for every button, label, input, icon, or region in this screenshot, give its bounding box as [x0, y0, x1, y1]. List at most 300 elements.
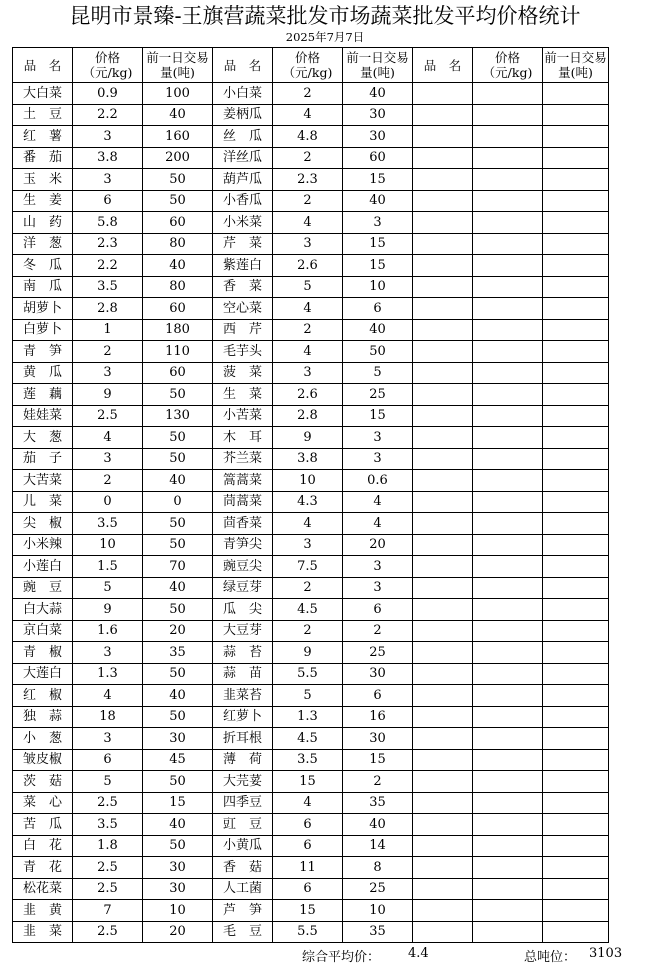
item-name: 娃娃菜 — [13, 405, 73, 427]
table-row — [13, 147, 609, 169]
item-volume: 25 — [343, 384, 413, 406]
item-name: 菠 菜 — [213, 362, 273, 384]
item-volume: 60 — [343, 147, 413, 169]
item-price: 4.5 — [273, 728, 343, 750]
item-price: 1 — [73, 319, 143, 341]
empty-cell — [543, 341, 609, 363]
item-name: 毛芋头 — [213, 341, 273, 363]
empty-cell — [473, 104, 543, 126]
empty-cell — [473, 276, 543, 298]
item-price: 2 — [73, 341, 143, 363]
empty-cell — [413, 448, 473, 470]
item-volume: 25 — [343, 642, 413, 664]
item-name: 香 菜 — [213, 276, 273, 298]
item-volume: 20 — [143, 620, 213, 642]
item-price: 9 — [273, 427, 343, 449]
item-price: 1.3 — [273, 706, 343, 728]
item-price: 2 — [273, 147, 343, 169]
empty-cell — [543, 126, 609, 148]
item-price: 3 — [273, 362, 343, 384]
item-price: 4 — [273, 104, 343, 126]
item-name: 皱皮椒 — [13, 749, 73, 771]
table-row — [13, 276, 609, 298]
item-price: 1.5 — [73, 556, 143, 578]
item-name: 小米辣 — [13, 534, 73, 556]
empty-cell — [413, 491, 473, 513]
item-volume: 10 — [143, 900, 213, 922]
item-volume: 80 — [143, 233, 213, 255]
empty-cell — [543, 276, 609, 298]
avg-price-value: 4.4 — [408, 946, 429, 961]
empty-cell — [413, 878, 473, 900]
empty-cell — [413, 362, 473, 384]
empty-cell — [543, 405, 609, 427]
item-price: 6 — [273, 878, 343, 900]
item-name: 薄 荷 — [213, 749, 273, 771]
header-name: 品 名 — [213, 48, 273, 83]
empty-cell — [543, 190, 609, 212]
table-row — [13, 556, 609, 578]
item-name: 洋丝瓜 — [213, 147, 273, 169]
table-row — [13, 298, 609, 320]
table-row — [13, 814, 609, 836]
table-row — [13, 427, 609, 449]
item-name: 芥兰菜 — [213, 448, 273, 470]
item-name: 生 姜 — [13, 190, 73, 212]
empty-cell — [543, 728, 609, 750]
table-header-row — [13, 48, 609, 83]
item-price: 5 — [73, 771, 143, 793]
item-price: 9 — [273, 642, 343, 664]
empty-cell — [473, 126, 543, 148]
item-volume: 40 — [143, 104, 213, 126]
item-name: 篙蒿菜 — [213, 470, 273, 492]
item-volume: 60 — [143, 362, 213, 384]
item-price: 4.5 — [273, 599, 343, 621]
item-name: 西 芹 — [213, 319, 273, 341]
header-name: 品 名 — [13, 48, 73, 83]
item-price: 18 — [73, 706, 143, 728]
header-volume: 前一日交易量(吨) — [543, 48, 609, 83]
table-row — [13, 577, 609, 599]
item-volume: 50 — [143, 534, 213, 556]
item-name: 小黄瓜 — [213, 835, 273, 857]
item-price: 4 — [273, 341, 343, 363]
item-volume: 40 — [343, 190, 413, 212]
item-price: 2 — [273, 620, 343, 642]
item-name: 茼蒿菜 — [213, 491, 273, 513]
item-volume: 10 — [343, 276, 413, 298]
empty-cell — [473, 556, 543, 578]
item-price: 1.8 — [73, 835, 143, 857]
empty-cell — [473, 706, 543, 728]
item-volume: 180 — [143, 319, 213, 341]
item-volume: 40 — [143, 255, 213, 277]
item-volume: 30 — [143, 728, 213, 750]
item-name: 独 蒜 — [13, 706, 73, 728]
item-volume: 60 — [143, 298, 213, 320]
item-volume: 50 — [143, 706, 213, 728]
item-name: 黄 瓜 — [13, 362, 73, 384]
empty-cell — [413, 728, 473, 750]
item-volume: 70 — [143, 556, 213, 578]
table-row — [13, 749, 609, 771]
item-name: 大苦菜 — [13, 470, 73, 492]
table-row — [13, 921, 609, 943]
empty-cell — [543, 104, 609, 126]
item-price: 2.3 — [273, 169, 343, 191]
item-price: 3.8 — [273, 448, 343, 470]
item-volume: 20 — [343, 534, 413, 556]
item-volume: 14 — [343, 835, 413, 857]
empty-cell — [473, 448, 543, 470]
empty-cell — [473, 470, 543, 492]
item-name: 芦 笋 — [213, 900, 273, 922]
item-price: 2.8 — [273, 405, 343, 427]
empty-cell — [413, 405, 473, 427]
item-name: 大 葱 — [13, 427, 73, 449]
empty-cell — [543, 878, 609, 900]
empty-cell — [543, 448, 609, 470]
item-volume: 40 — [143, 814, 213, 836]
empty-cell — [413, 470, 473, 492]
item-volume: 160 — [143, 126, 213, 148]
item-volume: 3 — [343, 448, 413, 470]
item-volume: 45 — [143, 749, 213, 771]
item-price: 4.3 — [273, 491, 343, 513]
item-volume: 6 — [343, 685, 413, 707]
empty-cell — [473, 362, 543, 384]
empty-cell — [543, 212, 609, 234]
item-price: 2.6 — [273, 384, 343, 406]
empty-cell — [543, 749, 609, 771]
empty-cell — [413, 900, 473, 922]
table-row — [13, 190, 609, 212]
item-price: 4 — [273, 298, 343, 320]
empty-cell — [473, 147, 543, 169]
item-name: 豇 豆 — [213, 814, 273, 836]
empty-cell — [473, 190, 543, 212]
item-name: 玉 米 — [13, 169, 73, 191]
item-volume: 3 — [343, 556, 413, 578]
table-row — [13, 362, 609, 384]
table-row — [13, 212, 609, 234]
empty-cell — [543, 298, 609, 320]
item-price: 6 — [273, 835, 343, 857]
empty-cell — [473, 169, 543, 191]
item-name: 山 药 — [13, 212, 73, 234]
item-price: 4.8 — [273, 126, 343, 148]
empty-cell — [473, 921, 543, 943]
empty-cell — [543, 771, 609, 793]
item-price: 5.5 — [273, 921, 343, 943]
empty-cell — [413, 599, 473, 621]
item-price: 0.9 — [73, 83, 143, 105]
item-volume: 0.6 — [343, 470, 413, 492]
item-volume: 80 — [143, 276, 213, 298]
item-price: 5.5 — [273, 663, 343, 685]
header-name: 品 名 — [413, 48, 473, 83]
empty-cell — [473, 212, 543, 234]
table-row — [13, 448, 609, 470]
empty-cell — [413, 642, 473, 664]
item-price: 3.5 — [273, 749, 343, 771]
table-row — [13, 384, 609, 406]
empty-cell — [543, 83, 609, 105]
item-name: 青 椒 — [13, 642, 73, 664]
empty-cell — [473, 534, 543, 556]
summary-footer — [0, 946, 650, 964]
empty-cell — [413, 857, 473, 879]
item-name: 尖 椒 — [13, 513, 73, 535]
table-row — [13, 470, 609, 492]
item-name: 四季豆 — [213, 792, 273, 814]
item-name: 红萝卜 — [213, 706, 273, 728]
item-volume: 4 — [343, 491, 413, 513]
item-volume: 2 — [343, 771, 413, 793]
empty-cell — [543, 384, 609, 406]
price-table — [12, 47, 609, 943]
item-name: 韭 黄 — [13, 900, 73, 922]
empty-cell — [543, 577, 609, 599]
item-volume: 35 — [143, 642, 213, 664]
item-volume: 200 — [143, 147, 213, 169]
item-price: 3 — [73, 362, 143, 384]
item-name: 人工菌 — [213, 878, 273, 900]
item-name: 生 菜 — [213, 384, 273, 406]
item-price: 2.2 — [73, 255, 143, 277]
empty-cell — [543, 470, 609, 492]
empty-cell — [413, 212, 473, 234]
table-row — [13, 233, 609, 255]
table-row — [13, 878, 609, 900]
item-price: 3 — [73, 728, 143, 750]
item-name: 韭菜苔 — [213, 685, 273, 707]
item-volume: 35 — [343, 921, 413, 943]
total-tonnage-value: 3103 — [589, 946, 623, 961]
item-volume: 40 — [143, 685, 213, 707]
item-name: 小莲白 — [13, 556, 73, 578]
item-price: 2 — [73, 470, 143, 492]
table-row — [13, 405, 609, 427]
empty-cell — [473, 577, 543, 599]
item-volume: 35 — [343, 792, 413, 814]
item-name: 小 葱 — [13, 728, 73, 750]
empty-cell — [543, 620, 609, 642]
empty-cell — [413, 706, 473, 728]
header-volume: 前一日交易量(吨) — [143, 48, 213, 83]
item-volume: 30 — [143, 857, 213, 879]
table-row — [13, 599, 609, 621]
item-name: 红 薯 — [13, 126, 73, 148]
item-volume: 15 — [343, 233, 413, 255]
item-name: 香 菇 — [213, 857, 273, 879]
empty-cell — [473, 255, 543, 277]
table-row — [13, 900, 609, 922]
item-name: 洋 葱 — [13, 233, 73, 255]
item-volume: 40 — [143, 470, 213, 492]
empty-cell — [413, 835, 473, 857]
item-volume: 10 — [343, 900, 413, 922]
item-volume: 15 — [343, 169, 413, 191]
item-name: 芹 菜 — [213, 233, 273, 255]
table-row — [13, 835, 609, 857]
item-volume: 16 — [343, 706, 413, 728]
item-price: 4 — [73, 427, 143, 449]
item-name: 番 茄 — [13, 147, 73, 169]
item-volume: 4 — [343, 513, 413, 535]
report-date: 2025年7月7日 — [285, 30, 365, 44]
empty-cell — [543, 319, 609, 341]
item-price: 1.3 — [73, 663, 143, 685]
empty-cell — [473, 341, 543, 363]
empty-cell — [473, 878, 543, 900]
item-volume: 15 — [343, 405, 413, 427]
empty-cell — [543, 835, 609, 857]
item-price: 6 — [73, 749, 143, 771]
empty-cell — [473, 427, 543, 449]
item-price: 9 — [73, 599, 143, 621]
table-row — [13, 255, 609, 277]
empty-cell — [543, 513, 609, 535]
item-name: 冬 瓜 — [13, 255, 73, 277]
empty-cell — [413, 577, 473, 599]
empty-cell — [413, 427, 473, 449]
item-price: 2.5 — [73, 878, 143, 900]
item-name: 京白菜 — [13, 620, 73, 642]
item-name: 小苦菜 — [213, 405, 273, 427]
item-volume: 100 — [143, 83, 213, 105]
item-price: 15 — [273, 771, 343, 793]
item-name: 儿 菜 — [13, 491, 73, 513]
item-volume: 8 — [343, 857, 413, 879]
table-row — [13, 642, 609, 664]
item-volume: 50 — [143, 448, 213, 470]
item-volume: 50 — [143, 599, 213, 621]
item-price: 2.6 — [273, 255, 343, 277]
empty-cell — [543, 685, 609, 707]
empty-cell — [413, 620, 473, 642]
item-price: 5 — [73, 577, 143, 599]
table-row — [13, 706, 609, 728]
total-tonnage-label: 总吨位： — [524, 950, 577, 965]
table-row — [13, 491, 609, 513]
item-name: 松花菜 — [13, 878, 73, 900]
item-name: 韭 菜 — [13, 921, 73, 943]
empty-cell — [543, 706, 609, 728]
item-price: 4 — [273, 513, 343, 535]
item-volume: 30 — [343, 663, 413, 685]
item-volume: 3 — [343, 427, 413, 449]
item-name: 丝 瓜 — [213, 126, 273, 148]
item-name: 大白菜 — [13, 83, 73, 105]
item-price: 11 — [273, 857, 343, 879]
empty-cell — [413, 147, 473, 169]
empty-cell — [473, 405, 543, 427]
header-price: 价格（元/kg) — [73, 48, 143, 83]
header-price: 价格（元/kg) — [473, 48, 543, 83]
item-price: 2.3 — [73, 233, 143, 255]
item-price: 10 — [73, 534, 143, 556]
header-volume: 前一日交易量(吨) — [343, 48, 413, 83]
item-volume: 110 — [143, 341, 213, 363]
empty-cell — [413, 534, 473, 556]
empty-cell — [413, 276, 473, 298]
page-title: 昆明市景臻-王旗营蔬菜批发市场蔬菜批发平均价格统计 — [69, 4, 581, 28]
empty-cell — [413, 663, 473, 685]
empty-cell — [543, 642, 609, 664]
item-name: 白 花 — [13, 835, 73, 857]
empty-cell — [473, 749, 543, 771]
empty-cell — [543, 255, 609, 277]
item-price: 5 — [273, 685, 343, 707]
item-volume: 50 — [143, 513, 213, 535]
item-volume: 6 — [343, 599, 413, 621]
item-volume: 20 — [143, 921, 213, 943]
item-volume: 130 — [143, 405, 213, 427]
table-row — [13, 685, 609, 707]
item-volume: 0 — [143, 491, 213, 513]
item-price: 1.6 — [73, 620, 143, 642]
empty-cell — [473, 599, 543, 621]
item-volume: 30 — [343, 728, 413, 750]
item-volume: 2 — [343, 620, 413, 642]
item-volume: 6 — [343, 298, 413, 320]
item-price: 3 — [73, 642, 143, 664]
item-name: 豌豆尖 — [213, 556, 273, 578]
empty-cell — [473, 298, 543, 320]
item-price: 7.5 — [273, 556, 343, 578]
item-volume: 40 — [143, 577, 213, 599]
item-volume: 3 — [343, 577, 413, 599]
item-price: 15 — [273, 900, 343, 922]
empty-cell — [413, 384, 473, 406]
item-name: 南 瓜 — [13, 276, 73, 298]
item-name: 菜 心 — [13, 792, 73, 814]
item-price: 2.8 — [73, 298, 143, 320]
item-price: 7 — [73, 900, 143, 922]
item-name: 青 笋 — [13, 341, 73, 363]
table-row — [13, 771, 609, 793]
item-price: 5.8 — [73, 212, 143, 234]
empty-cell — [413, 771, 473, 793]
item-price: 3.5 — [73, 276, 143, 298]
empty-cell — [473, 814, 543, 836]
empty-cell — [473, 513, 543, 535]
item-volume: 30 — [143, 878, 213, 900]
item-name: 小米菜 — [213, 212, 273, 234]
item-volume: 5 — [343, 362, 413, 384]
item-name: 蒜 苗 — [213, 663, 273, 685]
empty-cell — [413, 169, 473, 191]
item-price: 6 — [73, 190, 143, 212]
empty-cell — [543, 857, 609, 879]
table-row — [13, 857, 609, 879]
empty-cell — [473, 685, 543, 707]
item-volume: 30 — [343, 126, 413, 148]
empty-cell — [413, 556, 473, 578]
empty-cell — [543, 362, 609, 384]
table-row — [13, 513, 609, 535]
empty-cell — [413, 233, 473, 255]
item-price: 4 — [273, 792, 343, 814]
empty-cell — [473, 771, 543, 793]
item-name: 小香瓜 — [213, 190, 273, 212]
item-name: 莲 藕 — [13, 384, 73, 406]
item-price: 2.5 — [73, 405, 143, 427]
table-body — [13, 83, 609, 943]
empty-cell — [473, 319, 543, 341]
